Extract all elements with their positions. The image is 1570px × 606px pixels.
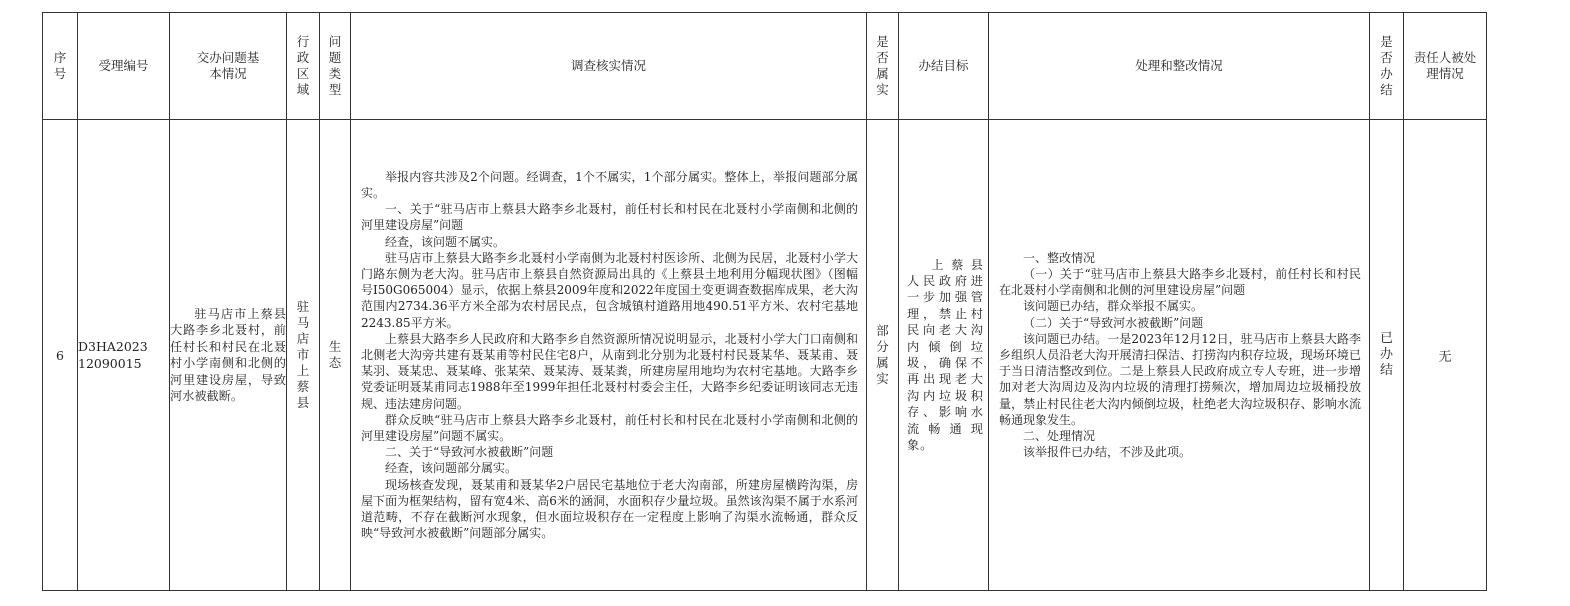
cell-type: 生态 [320, 120, 351, 591]
header-verified: 是否属实 [867, 13, 899, 120]
investigation-paragraph: 举报内容共涉及2个问题。经调查，1个不属实，1个部分属实。整体上，举报问题部分属实。 [361, 169, 858, 200]
table-row [43, 120, 1487, 591]
investigation-paragraph: 群众反映“驻马店市上蔡县大路李乡北聂村，前任村长和村民在北聂村小学南侧和北侧的河里建设房屋”问题不属实。 [361, 412, 858, 443]
investigation-paragraph: 经查，该问题部分属实。 [385, 461, 518, 476]
header-seq: 序号 [43, 13, 78, 120]
investigation-paragraph: 上蔡县大路李乡人民政府和大路李乡自然资源所情况说明显示，北聂村小学大门口南侧和北侧老大沟旁共建有聂某甫等村民住宅8户，从南到北分别为北聂村村民聂某华、聂某甫、聂某羽、聂某忠、聂某峰、张某荣、聂某涛、聂某粪，所建房屋用地均为农村宅基地。大路李乡党委证明聂某甫同志1988年至1999年担任北聂村村委会主任，大路李乡纪委证明该同志无违规、违法建房问题。 [361, 331, 858, 411]
investigation-paragraph: 二、关于“导致河水被截断”问题 [385, 445, 554, 460]
header-row [43, 13, 1487, 120]
handling-paragraph: （一）关于“驻马店市上蔡县大路李乡北聂村，前任村长和村民在北聂村小学南侧和北侧的河里建设房屋”问题 [999, 266, 1361, 298]
cell-region: 驻马店市上蔡县 [287, 120, 320, 591]
handling-paragraph: 一、整改情况 [1023, 250, 1096, 265]
header-investigation: 调查核实情况 [351, 13, 867, 120]
cell-issue: 驻马店市上蔡县大路李乡北聂村，前任村长和村民在北聂村小学南侧和北侧的河里建设房屋，导致河水被截断。 [170, 120, 287, 591]
header-goal: 办结目标 [899, 13, 989, 120]
cell-investigation [351, 120, 867, 591]
header-accountability: 责任人被处理情况 [1404, 13, 1487, 120]
handling-paragraph: （二）关于“导致河水被截断”问题 [1023, 315, 1204, 330]
handling-paragraph: 该问题已办结，群众举报不属实。 [1023, 299, 1204, 314]
cell-accountability: 无 [1404, 120, 1487, 591]
investigation-paragraph: 驻马店市上蔡县大路李乡北聂村小学南侧为北聂村村医诊所、北侧为民居，北聂村小学大门路东侧为老大沟。驻马店市上蔡县自然资源局出具的《上蔡县土地利用分幅现状图》（图幅号I50G065004）显示，依据上蔡县2009年度和2022年度国土变更调查数据库成果，老大沟范围内2734.36平方米全部为农村居民点，包含城镇村道路用地490.51平方米、农村宅基地2243.85平方米。 [361, 250, 858, 330]
investigation-paragraph: 经查，该问题不属实。 [385, 234, 506, 249]
handling-paragraph: 该举报件已办结，不涉及此项。 [1023, 445, 1192, 460]
header-issue: 交办问题基本情况 [170, 13, 287, 120]
cell-verified: 部分属实 [867, 120, 899, 591]
investigation-paragraph: 一、关于“驻马店市上蔡县大路李乡北聂村，前任村长和村民在北聂村小学南侧和北侧的河里建设房屋”问题 [361, 202, 858, 233]
handling-paragraph: 该问题已办结。一是2023年12月12日，驻马店市上蔡县大路李乡组织人员沿老大沟开展清扫保洁、打捞沟内积存垃圾，现场环境已于当日清洁整改到位。二是上蔡县人民政府成立专人专班，进一步增加对老大沟周边及沟内垃圾的清理打捞频次，增加周边垃圾桶投放量，禁止村民往老大沟内倾倒垃圾，杜绝老大沟垃圾积存、影响水流畅通现象发生。 [999, 331, 1361, 427]
header-region: 行政区域 [287, 13, 320, 120]
investigation-paragraph: 现场核查发现，聂某甫和聂某华2户居民宅基地位于老大沟南部，所建房屋横跨沟渠，房屋下面为框架结构，留有宽4米、高6米的涵洞，水面积存少量垃圾。虽然该沟渠不属于水系河道范畴，不存在截断河水现象，但水面垃圾积存在一定程度上影响了沟渠水流畅通，群众反映“导致河水被截断”问题部分属实。 [361, 477, 858, 541]
handling-paragraph: 二、处理情况 [1023, 429, 1096, 443]
rectification-table [42, 12, 1487, 591]
cell-case-no: D3HA202312090015 [78, 120, 170, 591]
header-type: 问题类型 [320, 13, 351, 120]
cell-handling [989, 120, 1370, 591]
cell-closed: 已办结 [1370, 120, 1404, 591]
header-case-no: 受理编号 [78, 13, 170, 120]
cell-goal: 上蔡县人民政府进一步加强管理，禁止村民向老大沟内倾倒垃圾，确保不再出现老大沟内垃圾积存、影响水流畅通现象。 [899, 120, 989, 591]
header-closed: 是否办结 [1370, 13, 1404, 120]
header-handling: 处理和整改情况 [989, 13, 1370, 120]
cell-seq: 6 [43, 120, 78, 591]
